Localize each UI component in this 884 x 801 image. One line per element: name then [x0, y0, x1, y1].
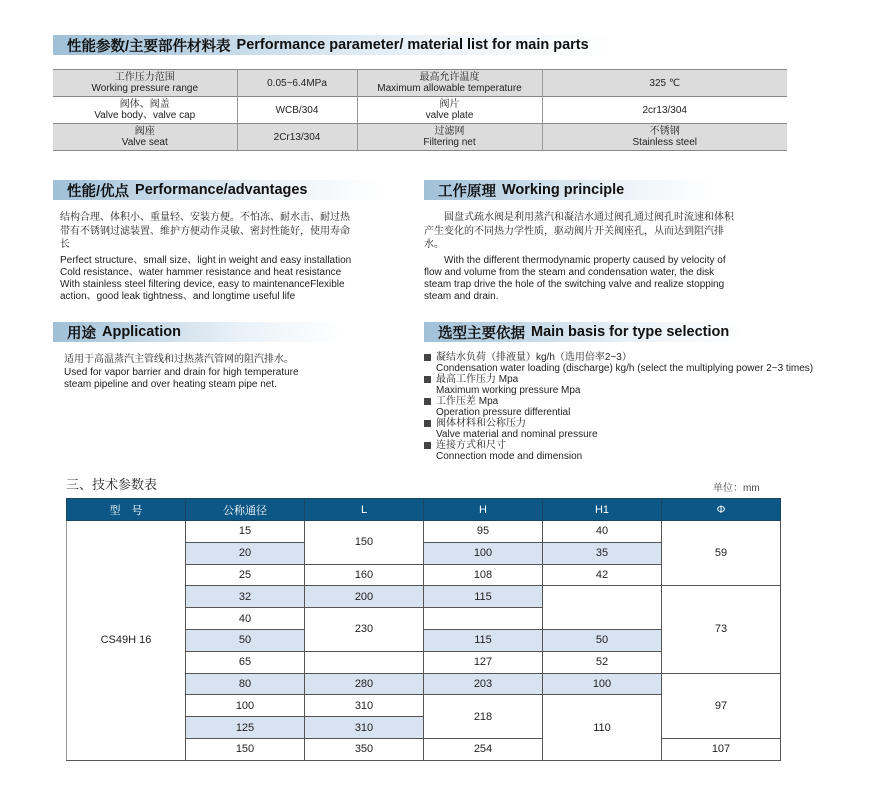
h1-cell-empty	[543, 586, 662, 630]
bullet-square-icon	[424, 398, 431, 405]
dn-cell: 50	[186, 629, 305, 651]
basis-item-cn: 连接方式和尺寸	[436, 440, 506, 451]
dn-cell: 80	[186, 673, 305, 695]
l-cell: 230	[305, 608, 424, 652]
dn-cell: 15	[186, 521, 305, 543]
application-en: Used for vapor barrier and drain for high temperature steam pipeline and over heating steam pipe net.	[64, 367, 299, 390]
l-cell: 150	[305, 521, 424, 565]
param-label: 工作压力范围 Working pressure range	[53, 70, 237, 97]
tech-table-title: 三、技术参数表	[66, 477, 158, 492]
section-title-en: Performance/advantages	[135, 182, 308, 198]
basis-item-en: Valve material and nominal pressure	[436, 429, 598, 440]
param-value: 0.05~6.4MPa	[237, 70, 357, 97]
h-cell: 95	[424, 521, 543, 543]
h-cell: 115	[424, 586, 543, 608]
h-cell: 218	[424, 695, 543, 739]
col-header-dn: 公称通径	[186, 499, 305, 521]
param-value: 2Cr13/304	[237, 124, 357, 151]
l-cell: 160	[305, 564, 424, 586]
h1-cell: 35	[543, 542, 662, 564]
performance-en-line: Perfect structure、small size、light in weight and easy installation	[60, 254, 352, 266]
params-row	[53, 124, 787, 151]
performance-en-line: Cold resistance、water hammer resistance and heat resistance	[60, 266, 342, 278]
h-cell: 203	[424, 673, 543, 695]
dn-cell: 32	[186, 586, 305, 608]
col-header-model: 型 号	[67, 499, 186, 521]
phi-cell: 73	[662, 586, 781, 673]
h1-cell: 50	[543, 629, 662, 651]
performance-en-line: With stainless steel filtering device, easy to maintenanceFlexible	[60, 278, 345, 290]
bullet-square-icon	[424, 354, 431, 361]
param-value: 325 ℃	[542, 70, 787, 97]
param-value: WCB/304	[237, 97, 357, 124]
dn-cell: 40	[186, 608, 305, 630]
principle-en: With the different thermodynamic property caused by velocity of flow and volume from the steam and condensation water, the disk steam trap drive the hole of the switching valve and realize stopping steam and drain.	[424, 254, 726, 302]
col-header-h1: H1	[543, 499, 662, 521]
h-cell-empty	[424, 608, 543, 630]
principle-text	[424, 211, 736, 303]
h-cell: 127	[424, 651, 543, 673]
section-header-application	[53, 322, 343, 342]
l-cell: 200	[305, 586, 424, 608]
section-title-en: Application	[102, 324, 181, 340]
basis-item-en: Maximum working pressure Mpa	[436, 385, 581, 396]
param-value: 2cr13/304	[542, 97, 787, 124]
basis-item	[424, 440, 813, 462]
bullet-square-icon	[424, 376, 431, 383]
application-cn: 适用于高温蒸汽主管线和过热蒸汽管网的阻汽排水。	[64, 354, 294, 365]
basis-item-en: Operation pressure differential	[436, 407, 571, 418]
h1-cell: 110	[543, 695, 662, 760]
phi-cell: 107	[662, 738, 781, 760]
h-cell: 100	[424, 542, 543, 564]
param-label: 过滤网 Filtering net	[357, 124, 542, 151]
basis-item-cn: 凝结水负荷（排液量）kg/h（选用倍率2~3）	[436, 352, 632, 363]
section-header-performance	[53, 180, 383, 200]
principle-cn: 圆盘式疏水阀是利用蒸汽和凝洁水通过阀孔通过阀孔时流速和体积产生变化的不同热力学性质，驱动阀片开关阀座孔，从而达到阻汽排水。	[424, 212, 734, 250]
l-cell: 310	[305, 717, 424, 739]
dn-cell: 150	[186, 738, 305, 760]
tech-table	[66, 498, 781, 761]
section-header-basis	[424, 322, 744, 342]
col-header-l: L	[305, 499, 424, 521]
h1-cell: 40	[543, 521, 662, 543]
performance-text	[60, 211, 355, 303]
section-title-cn: 用途	[67, 325, 96, 342]
performance-cn: 结构合理、体积小、重量轻、安装方便。不怕冻、耐水击、耐过热带有不锈钢过滤装置、维护方便动作灵敏、密封性能好，使用寿命长	[60, 212, 350, 250]
bullet-square-icon	[424, 420, 431, 427]
params-table	[53, 69, 787, 151]
basis-item	[424, 396, 813, 418]
dn-cell: 125	[186, 717, 305, 739]
dn-cell: 100	[186, 695, 305, 717]
model-cell: CS49H 16	[67, 521, 186, 761]
section-title-cn: 性能参数/主要部件材料表	[67, 38, 231, 55]
section-header-params	[53, 35, 613, 55]
basis-list	[424, 352, 813, 462]
basis-item-cn: 阀体材料和公称压力	[436, 418, 526, 429]
param-label: 阀座 Valve seat	[53, 124, 237, 151]
col-header-h: H	[424, 499, 543, 521]
basis-item-en: Condensation water loading (discharge) kg/h (select the multiplying power 2~3 times)	[436, 363, 814, 374]
section-title-cn: 工作原理	[438, 183, 496, 200]
param-label: 阀体、阀盖 Valve body、valve cap	[53, 97, 237, 124]
section-title-cn: 性能/优点	[67, 183, 130, 200]
phi-cell: 97	[662, 673, 781, 738]
l-cell-empty	[305, 651, 424, 673]
phi-cell: 59	[662, 521, 781, 586]
dn-cell: 65	[186, 651, 305, 673]
param-label: 最高允许温度 Maximum allowable temperature	[357, 70, 542, 97]
h1-cell: 52	[543, 651, 662, 673]
dn-cell: 20	[186, 542, 305, 564]
param-value: 不锈钢 Stainless steel	[542, 124, 787, 151]
basis-item	[424, 352, 813, 374]
basis-item	[424, 374, 813, 396]
section-title-en: Main basis for type selection	[531, 324, 730, 340]
h-cell: 115	[424, 629, 543, 651]
params-row	[53, 97, 787, 124]
application-text	[64, 354, 324, 391]
basis-item-cn: 工作压差 Mpa	[436, 396, 499, 407]
tech-header-row	[67, 499, 781, 521]
h-cell: 108	[424, 564, 543, 586]
table-row	[67, 521, 781, 543]
dn-cell: 25	[186, 564, 305, 586]
performance-en-line: action、good leak tightness、and longtime useful life	[60, 290, 296, 302]
section-title-en: Working principle	[502, 182, 625, 198]
l-cell: 350	[305, 738, 424, 760]
l-cell: 280	[305, 673, 424, 695]
section-title-cn: 选型主要依据	[438, 325, 525, 342]
basis-item	[424, 418, 813, 440]
param-label: 阀片 valve plate	[357, 97, 542, 124]
h1-cell: 100	[543, 673, 662, 695]
basis-item-en: Connection mode and dimension	[436, 451, 583, 462]
basis-item-cn: 最高工作压力 Mpa	[436, 374, 519, 385]
section-title-en: Performance parameter/ material list for main parts	[236, 37, 589, 53]
unit-label: 单位：mm	[713, 483, 760, 494]
bullet-square-icon	[424, 442, 431, 449]
l-cell: 310	[305, 695, 424, 717]
col-header-phi: Φ	[662, 499, 781, 521]
params-row	[53, 70, 787, 97]
section-header-principle	[424, 180, 714, 200]
h-cell: 254	[424, 738, 543, 760]
h1-cell: 42	[543, 564, 662, 586]
